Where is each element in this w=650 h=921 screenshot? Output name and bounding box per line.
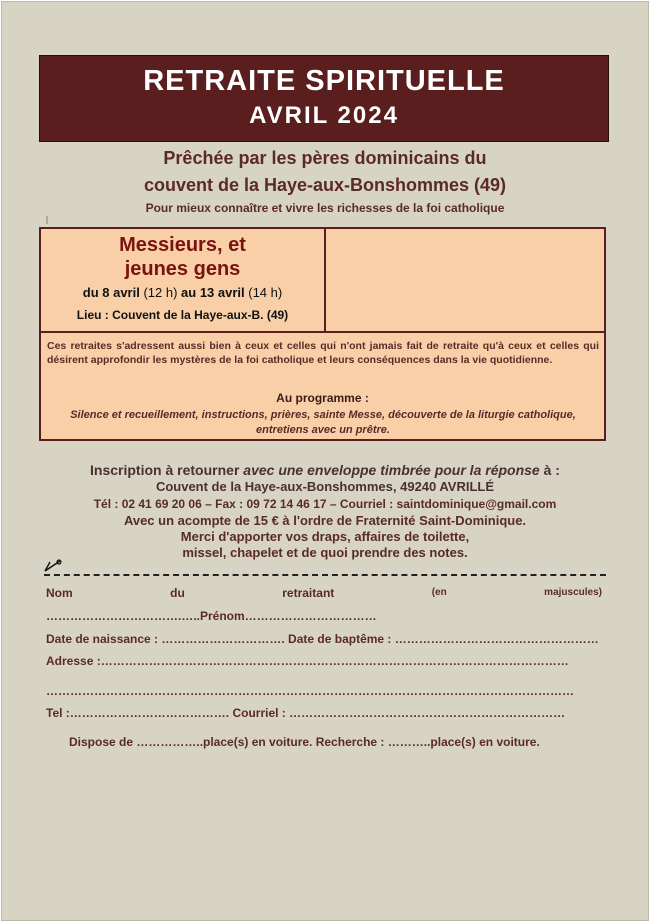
box-divider-vertical: [324, 229, 326, 332]
audience-cell: [41, 229, 324, 323]
postal-address: Couvent de la Haye-aux-Bonshommes, 49240 AVRILLÉ: [155, 479, 495, 494]
deposit-line: Avec un acompte de 15 € à l'ordre de Fraternité Saint-Dominique.: [123, 513, 527, 528]
form-dates-row[interactable]: Date de naissance : …………………………. Date de baptême : ……………………………………………: [46, 632, 599, 646]
audience-line-1: Messieurs, et: [119, 234, 246, 256]
description: Ces retraites s'adressent aussi bien à ceux et celles qui n'ont jamais fait de retraite qu'à ceux et celles qui désirent approfondir les mystères de la foi catholique et leurs conséquences dans la vie quotidienne.: [47, 340, 599, 366]
preacher-line-2: couvent de la Haye-aux-Bonshommes (49): [143, 175, 507, 195]
location-line: Lieu : Couvent de la Haye-aux-B. (49): [76, 308, 289, 322]
bring-line-2: missel, chapelet et de quoi prendre des notes.: [182, 545, 468, 560]
form-address-row-2[interactable]: ……………………………………………………………………………………………………………………: [46, 684, 574, 698]
date-end-time: (14 h): [244, 285, 283, 300]
box-divider-horizontal: [41, 331, 604, 333]
text-cursor-mark: [46, 216, 48, 224]
contact-line: Tél : 02 41 69 20 06 – Fax : 09 72 14 46 17 – Courriel : saintdominique@gmail.com: [93, 497, 557, 511]
form-prenom-row[interactable]: …………………………….…..Prénom……………………………: [46, 609, 377, 623]
info-box: [39, 227, 606, 441]
programme-heading: Au programme :: [276, 391, 369, 405]
form-address-row[interactable]: Adresse :………………………………………………………………………………………………………: [46, 654, 569, 668]
page-subtitle: AVRIL 2024: [249, 102, 399, 129]
tagline: Pour mieux connaître et vivre les richesses de la foi catholique: [145, 201, 505, 215]
nom-word-3: retraitant: [282, 586, 335, 600]
cut-line: [44, 574, 606, 576]
page-title: RETRAITE SPIRITUELLE: [143, 65, 505, 97]
date-start: du 8 avril: [82, 285, 140, 300]
date-end: au 13 avril: [181, 285, 245, 300]
dates-line: [41, 285, 324, 301]
nom-word-5: majuscules): [544, 587, 602, 598]
audience-line-2: jeunes gens: [124, 258, 241, 280]
form-carpool-row[interactable]: Dispose de ……………..place(s) en voiture. Recherche : ………..place(s) en voiture.: [69, 735, 540, 749]
preacher-line-1: Prêchée par les pères dominicains du: [163, 148, 487, 168]
form-nom-row: [46, 586, 602, 600]
inscription-lead-end: à :: [539, 462, 560, 478]
nom-word-2: du: [170, 586, 185, 600]
inscription-lead: [0, 462, 650, 479]
nom-word-1: Nom: [46, 586, 73, 600]
programme-text: Silence et recueillement, instructions, prières, sainte Messe, découverte de la liturgie catholique, entretiens avec un prêtre.: [70, 409, 576, 436]
date-start-time: (12 h): [139, 285, 182, 300]
bring-line-1: Merci d'apporter vos draps, affaires de toilette,: [180, 529, 470, 544]
inscription-lead-text: Inscription à retourner: [90, 462, 244, 478]
form-contact-row[interactable]: Tel :…………………………………. Courriel : ……………………………………………………………: [46, 706, 566, 720]
inscription-lead-italic: avec une enveloppe timbrée pour la réponse: [243, 462, 540, 478]
title-banner: [39, 55, 609, 142]
nom-word-4: (en: [431, 587, 447, 598]
